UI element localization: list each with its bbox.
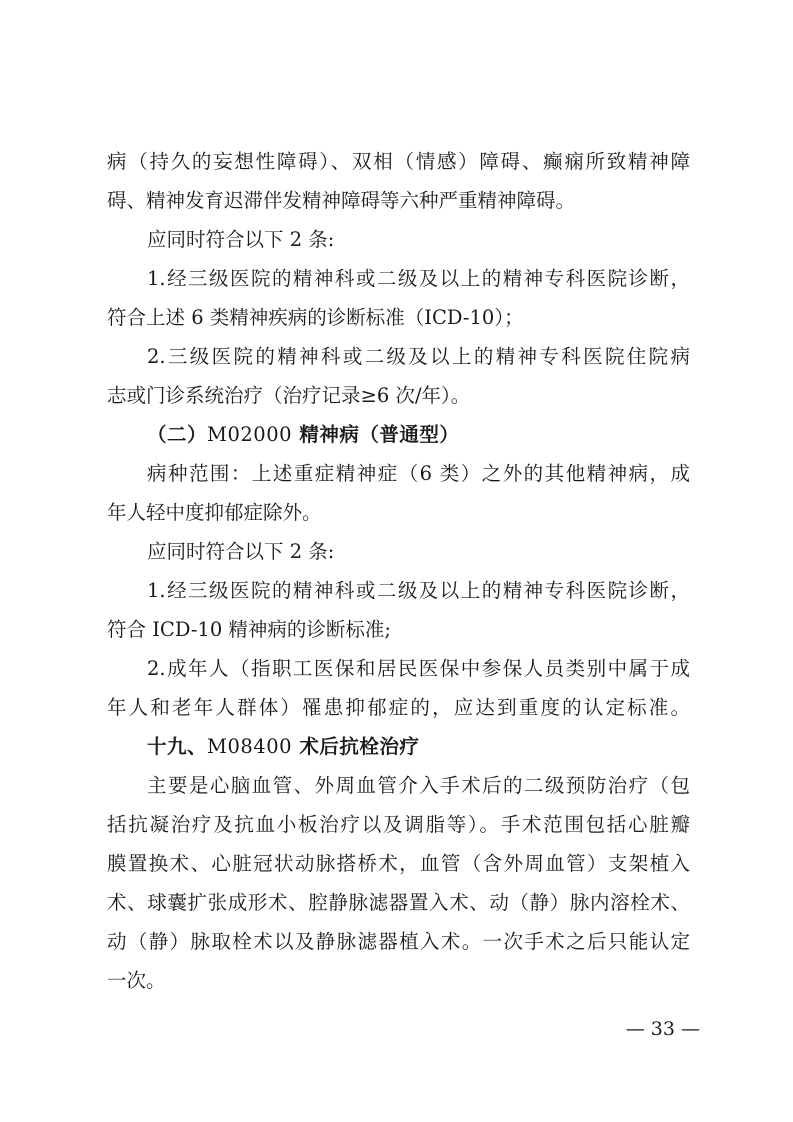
heading-prefix: （二） — [147, 423, 208, 446]
text-line-content: 年人和老年人群体）罹患抑郁症的，应达到重度的认定标准。 — [107, 696, 690, 719]
heading-code: M08400 — [207, 735, 293, 758]
text-line — [0, 612, 793, 648]
text-line — [0, 300, 793, 336]
text-line — [0, 456, 793, 492]
text-line-content: 括抗凝治疗及抗血小板治疗以及调脂等）。手术范围包括心脏瓣 — [107, 813, 690, 836]
section-heading — [0, 729, 793, 765]
text-line-content: 2.成年人（指职工医保和居民医保中参保人员类别中属于成 — [147, 657, 690, 680]
text-line — [0, 690, 793, 726]
text-line — [0, 846, 793, 882]
text-line-content: 应同时符合以下 2 条: — [147, 540, 335, 563]
text-line-content: 2.三级医院的精神科或二级及以上的精神专科医院住院病 — [147, 345, 690, 368]
text-line-content: 主要是心脑血管、外周血管介入手术后的二级预防治疗（包 — [147, 774, 690, 797]
text-line-content: 符合 ICD-10 精神病的诊断标准; — [107, 618, 391, 641]
page-number: — 33 — — [625, 1018, 700, 1040]
heading-title: 精神病（普通型） — [299, 423, 460, 446]
text-line-content: 1.经三级医院的精神科或二级及以上的精神专科医院诊断， — [147, 267, 690, 290]
text-line — [0, 183, 793, 219]
text-line-content: 膜置换术、心脏冠状动脉搭桥术，血管（含外周血管）支架植入 — [107, 852, 690, 875]
text-line — [0, 573, 793, 609]
heading-title: 术后抗栓治疗 — [299, 735, 420, 758]
text-line — [0, 378, 793, 414]
text-line — [0, 807, 793, 843]
text-line-content: 1.经三级医院的精神科或二级及以上的精神专科医院诊断， — [147, 579, 690, 602]
text-line — [0, 534, 793, 570]
section-heading — [0, 417, 793, 453]
text-line-content: 应同时符合以下 2 条: — [147, 228, 335, 251]
text-line — [0, 885, 793, 921]
text-line-content: 动（静）脉取栓术以及静脉滤器植入术。一次手术之后只能认定 — [107, 930, 690, 953]
section-heading-content — [147, 417, 459, 453]
text-line-content: 病种范围：上述重症精神症（6 类）之外的其他精神病，成 — [147, 462, 690, 485]
text-line — [0, 222, 793, 258]
heading-code: M02000 — [207, 423, 293, 446]
text-line — [0, 651, 793, 687]
text-line-content: 志或门诊系统治疗（治疗记录≥6 次/年）。 — [107, 384, 471, 407]
text-line — [0, 339, 793, 375]
text-line-content: 术、球囊扩张成形术、腔静脉滤器置入术、动（静）脉内溶栓术、 — [107, 891, 690, 914]
text-line — [0, 495, 793, 531]
text-line-content: 碍、精神发育迟滞伴发精神障碍等六种严重精神障碍。 — [107, 189, 576, 212]
text-line — [0, 144, 793, 180]
text-line — [0, 924, 793, 960]
text-line — [0, 261, 793, 297]
text-line-content: 一次。 — [107, 969, 166, 992]
heading-prefix: 十九、 — [147, 735, 208, 758]
section-heading-content — [147, 729, 419, 765]
text-line — [0, 963, 793, 999]
text-line — [0, 768, 793, 804]
text-line-content: 病（持久的妄想性障碍）、双相（情感）障碍、癫痫所致精神障 — [107, 150, 690, 173]
text-line-content: 年人轻中度抑郁症除外。 — [107, 501, 322, 524]
text-line-content: 符合上述 6 类精神疾病的诊断标准（ICD-10）； — [107, 306, 524, 329]
